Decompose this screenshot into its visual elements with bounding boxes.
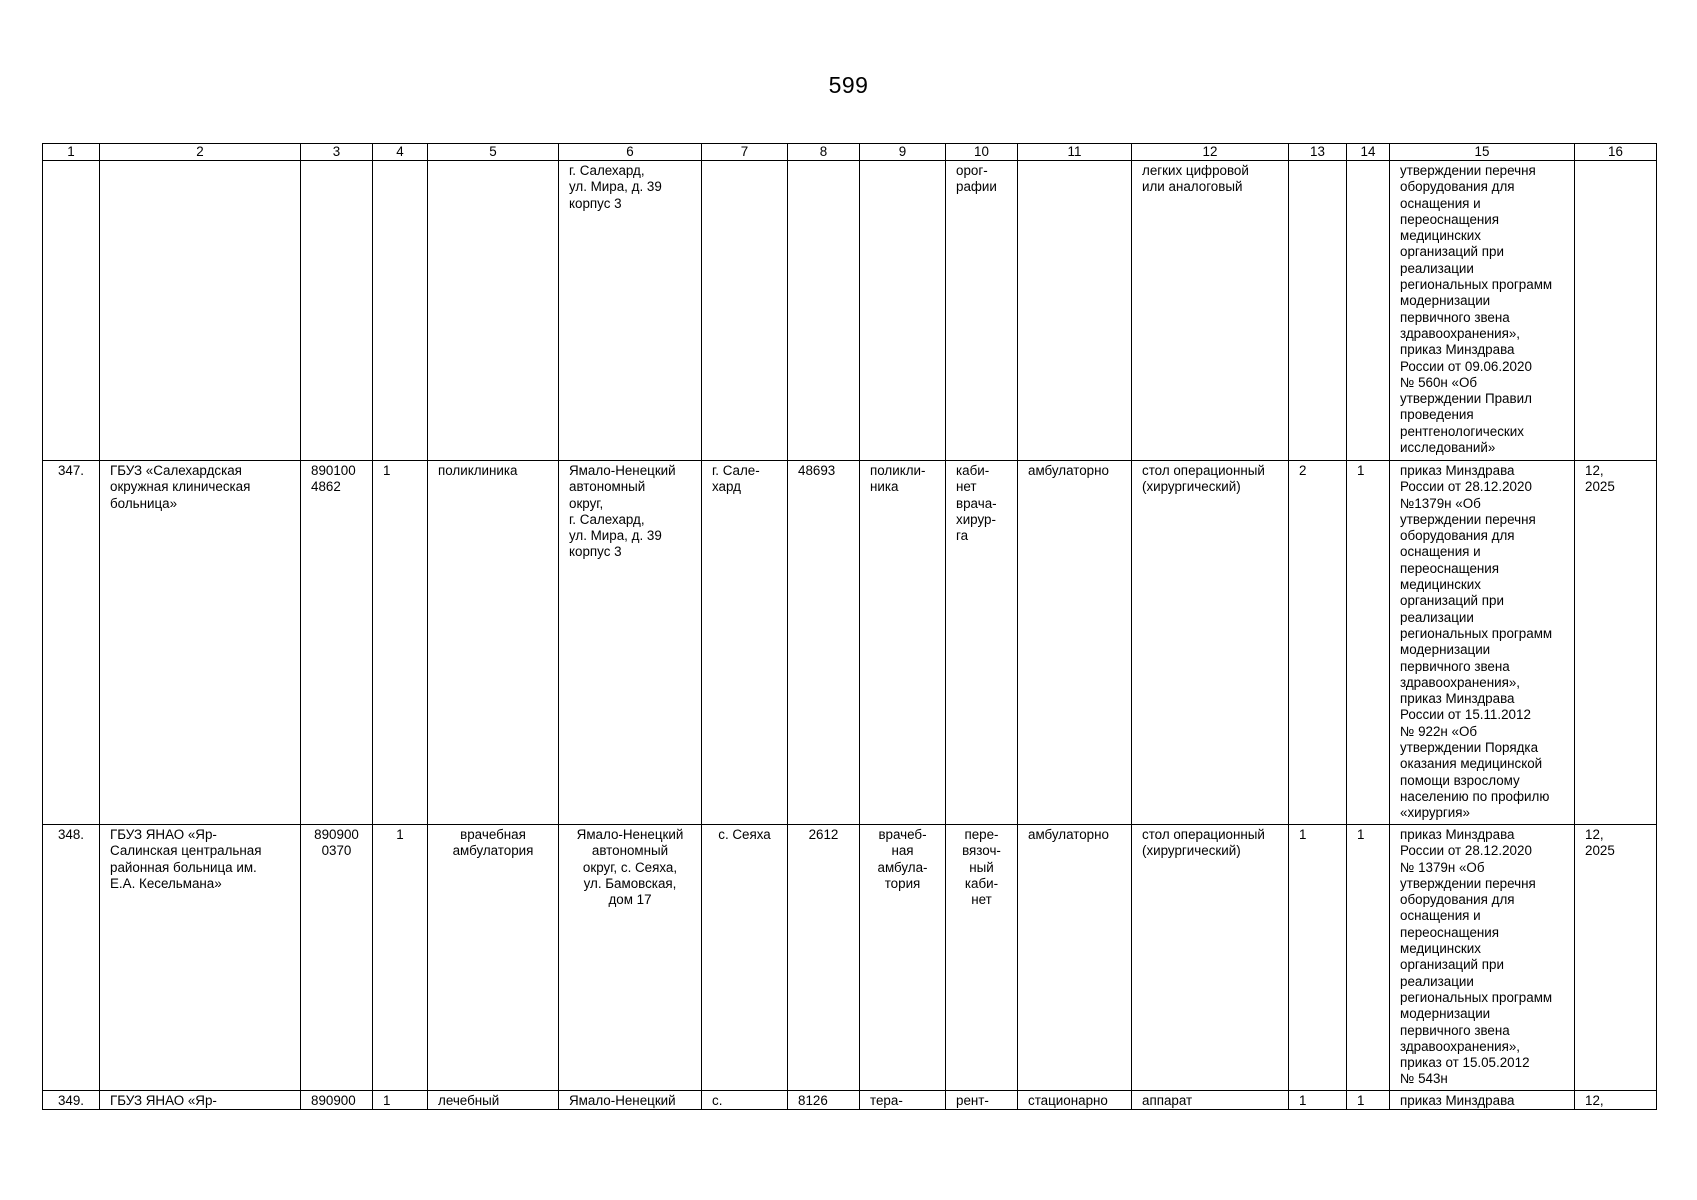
registry-table [42, 143, 1657, 1110]
cell-unit-type: поликлиника [428, 461, 559, 825]
column-header: 13 [1289, 144, 1347, 161]
cell-quantity-a: 1 [1289, 825, 1347, 1091]
cell-address: Ямало-Ненецкий [559, 1091, 702, 1110]
cell-period: 12, 2025 [1575, 825, 1657, 1091]
cell-row-number [43, 161, 100, 461]
cell-department: тера- [860, 1091, 946, 1110]
column-header: 9 [860, 144, 946, 161]
header-row [43, 144, 1657, 161]
column-header: 16 [1575, 144, 1657, 161]
page-number: 599 [828, 72, 869, 98]
table-row [43, 825, 1657, 1091]
column-header: 1 [43, 144, 100, 161]
cell-address: г. Салехард, ул. Мира, д. 39 корпус 3 [559, 161, 702, 461]
cell-quantity-b: 1 [1347, 461, 1390, 825]
cell-equipment: стол операционный (хирургический) [1132, 461, 1289, 825]
cell-organization: ГБУЗ ЯНАО «Яр- Салинская центральная районная больница им. Е.А. Кесельмана» [100, 825, 301, 1091]
cell-address: Ямало-Ненецкий автономный округ, с. Сеяха, ул. Бамовская, дом 17 [559, 825, 702, 1091]
cell-population: 2612 [788, 825, 860, 1091]
cell-legal-basis: приказ Минздрава России от 28.12.2020 №1379н «Об утверждении перечня оборудования для оснащения и переоснащения медицинских организаций при реализации региональных программ модернизации первичного звена здравоохранения», приказ Минздрава России от 15.11.2012 № 922н «Об утверждении Порядка оказания медицинской помощи взрослому населению по профилю «хирургия» [1390, 461, 1575, 825]
cell-locality: с. [702, 1091, 788, 1110]
column-header: 4 [373, 144, 428, 161]
cell-department: поликли- ника [860, 461, 946, 825]
cell-equipment: стол операционный (хирургический) [1132, 825, 1289, 1091]
cell-unit-type [428, 161, 559, 461]
table-row [43, 461, 1657, 825]
cell-legal-basis: утверждении перечня оборудования для оснащения и переоснащения медицинских организаций при реализации региональных программ модернизации первичного звена здравоохранения», приказ Минздрава России от 09.06.2020 № 560н «Об утверждении Правил проведения рентгенологических исследований» [1390, 161, 1575, 461]
cell-equipment: аппарат [1132, 1091, 1289, 1110]
cell-organization [100, 161, 301, 461]
cell-population: 48693 [788, 461, 860, 825]
cell-quantity-a [1289, 161, 1347, 461]
cell-code: 890900 [301, 1091, 373, 1110]
column-header: 5 [428, 144, 559, 161]
cell-code [301, 161, 373, 461]
column-header: 12 [1132, 144, 1289, 161]
cell-locality: с. Сеяха [702, 825, 788, 1091]
cell-population [788, 161, 860, 461]
cell-code: 890900 0370 [301, 825, 373, 1091]
cell-unit-type: лечебный [428, 1091, 559, 1110]
column-header: 3 [301, 144, 373, 161]
cell-room: рент- [946, 1091, 1018, 1110]
column-header: 10 [946, 144, 1018, 161]
cell-address: Ямало-Ненецкий автономный округ, г. Салехард, ул. Мира, д. 39 корпус 3 [559, 461, 702, 825]
cell-count: 1 [373, 825, 428, 1091]
cell-organization: ГБУЗ «Салехардская окружная клиническая больница» [100, 461, 301, 825]
column-header: 8 [788, 144, 860, 161]
cell-care-form: стационарно [1018, 1091, 1132, 1110]
cell-room: каби- нет врача- хирур- га [946, 461, 1018, 825]
cell-code: 890100 4862 [301, 461, 373, 825]
cell-care-form [1018, 161, 1132, 461]
column-header: 2 [100, 144, 301, 161]
cell-legal-basis: приказ Минздрава [1390, 1091, 1575, 1110]
cell-department: врачеб- ная амбула- тория [860, 825, 946, 1091]
cell-locality: г. Сале- хард [702, 461, 788, 825]
cell-room: орог- рафии [946, 161, 1018, 461]
cell-quantity-b: 1 [1347, 1091, 1390, 1110]
column-header: 6 [559, 144, 702, 161]
cell-row-number: 347. [43, 461, 100, 825]
cell-period [1575, 161, 1657, 461]
cell-count [373, 161, 428, 461]
cell-count: 1 [373, 1091, 428, 1110]
cell-count: 1 [373, 461, 428, 825]
cell-period: 12, 2025 [1575, 461, 1657, 825]
cell-row-number: 349. [43, 1091, 100, 1110]
cell-department [860, 161, 946, 461]
table-row [43, 161, 1657, 461]
cell-unit-type: врачебная амбулатория [428, 825, 559, 1091]
column-header: 14 [1347, 144, 1390, 161]
cell-locality [702, 161, 788, 461]
column-header: 11 [1018, 144, 1132, 161]
cell-population: 8126 [788, 1091, 860, 1110]
cell-row-number: 348. [43, 825, 100, 1091]
cell-period: 12, [1575, 1091, 1657, 1110]
column-header: 7 [702, 144, 788, 161]
cell-care-form: амбулаторно [1018, 461, 1132, 825]
cell-care-form: амбулаторно [1018, 825, 1132, 1091]
cell-quantity-a: 2 [1289, 461, 1347, 825]
cell-room: пере- вязоч- ный каби- нет [946, 825, 1018, 1091]
table-row [43, 1091, 1657, 1110]
cell-legal-basis: приказ Минздрава России от 28.12.2020 № 1379н «Об утверждении перечня оборудования для оснащения и переоснащения медицинских организаций при реализации региональных программ модернизации первичного звена здравоохранения», приказ от 15.05.2012 № 543н [1390, 825, 1575, 1091]
cell-quantity-b: 1 [1347, 825, 1390, 1091]
column-header: 15 [1390, 144, 1575, 161]
cell-equipment: легких цифровой или аналоговый [1132, 161, 1289, 461]
cell-quantity-a: 1 [1289, 1091, 1347, 1110]
cell-quantity-b [1347, 161, 1390, 461]
cell-organization: ГБУЗ ЯНАО «Яр- [100, 1091, 301, 1110]
